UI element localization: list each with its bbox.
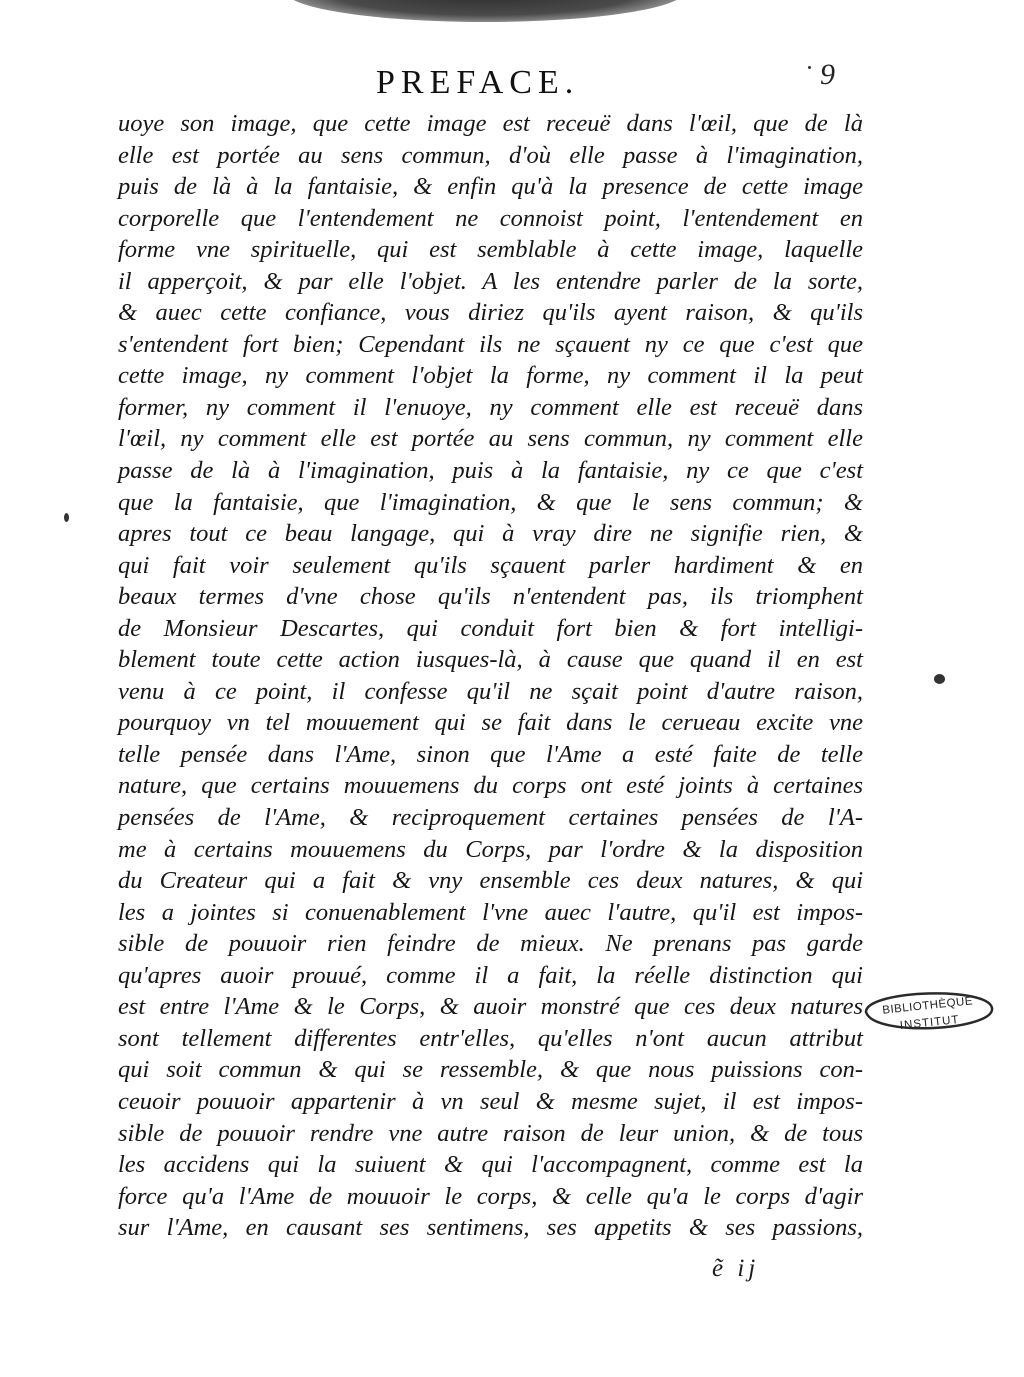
text-line: pensées de l'Ame, & reciproquement certaines pensées de l'A- [118,804,863,832]
text-line: qui fait voir seulement qu'ils sçauent parler hardiment & en [118,551,863,579]
text-line: est entre l'Ame & le Corps, & auoir monstré que ces deux natures [118,993,863,1021]
text-line: force qu'a l'Ame de mouuoir le corps, & celle qu'a le corps d'agir [118,1182,863,1210]
ink-speck [934,674,945,684]
body-text [118,108,863,1244]
running-title: PREFACE. [376,64,580,101]
text-line: me à certains mouuemens du Corps, par l'ordre & la disposition [118,835,863,863]
text-line: former, ny comment il l'enuoye, ny comment elle est receuë dans [118,393,863,421]
text-line: elle est portée au sens commun, d'où elle passe à l'imagination, [118,141,863,169]
ink-speck [64,513,69,522]
text-line: apres tout ce beau langage, qui à vray dire ne signifie rien, & [118,520,863,548]
text-line: s'entendent fort bien; Cependant ils ne sçauent ny ce que c'est que [118,330,863,358]
signature-mark: ẽ ij [712,1255,760,1282]
text-line: ceuoir pouuoir appartenir à vn seul & mesme sujet, il est impos- [118,1087,863,1115]
binding-shadow [285,0,685,22]
text-line: les accidens qui la suiuent & qui l'accompagnent, comme est la [118,1151,863,1179]
page-number: 9 [820,58,835,91]
text-line: & auec cette confiance, vous diriez qu'ils ayent raison, & qu'ils [118,299,863,327]
text-line: il apperçoit, & par elle l'objet. A les entendre parler de la sorte, [118,267,863,295]
text-line: pourquoy vn tel mouuement qui se fait dans le cerueau excite vne [118,709,863,737]
text-line: uoye son image, que cette image est receuë dans l'œil, que de là [118,110,863,137]
text-line: forme vne spirituelle, qui est semblable à cette image, laquelle [118,236,863,264]
text-line: du Createur qui a fait & vny ensemble ces deux natures, & qui [118,867,863,895]
text-line: sible de pouuoir rendre vne autre raison de leur union, & de tous [118,1119,863,1147]
text-line: puis de là à la fantaisie, & enfin qu'à la presence de cette image [118,173,863,201]
stamp-line-2: INSTITUT [899,1013,961,1033]
text-line: telle pensée dans l'Ame, sinon que l'Ame a esté faite de telle [118,740,863,768]
text-line: corporelle que l'entendement ne connoist point, l'entendement en [118,204,863,232]
stamp-line-1: BIBLIOTHÈQUE [881,995,974,1017]
text-line: qui soit commun & qui se ressemble, & que nous puissions con- [118,1056,863,1084]
text-line: cette image, ny comment l'objet la forme, ny comment il la peut [118,362,863,390]
text-line: que la fantaisie, que l'imagination, & que le sens commun; & [118,488,863,516]
text-line: passe de là à l'imagination, puis à la fantaisie, ny ce que c'est [118,457,863,485]
text-line: qu'apres auoir prouué, comme il a fait, la réelle distinction qui [118,961,863,989]
text-line: l'œil, ny comment elle est portée au sens commun, ny comment elle [118,425,863,453]
text-line: blement toute cette action iusques-là, à cause que quand il en est [118,646,863,674]
text-line: sible de pouuoir rien feindre de mieux. Ne prenans pas garde [118,930,863,958]
text-line: sur l'Ame, en causant ses sentimens, ses appetits & ses passions, [118,1214,863,1242]
text-line: de Monsieur Descartes, qui conduit fort bien & fort intelligi- [118,614,863,642]
text-line: venu à ce point, il confesse qu'il ne sçait point d'autre raison, [118,677,863,705]
library-stamp [858,982,998,1040]
text-line: sont tellement differentes entr'elles, qu'elles n'ont aucun attribut [118,1024,863,1052]
text-line: nature, que certains mouuemens du corps ont esté joints à certaines [118,772,863,800]
ink-speck [808,66,811,69]
text-line: beaux termes d'vne chose qu'ils n'entendent pas, ils triomphent [118,583,863,611]
text-line: les a jointes si conuenablement l'vne auec l'autre, qu'il est impos- [118,898,863,926]
